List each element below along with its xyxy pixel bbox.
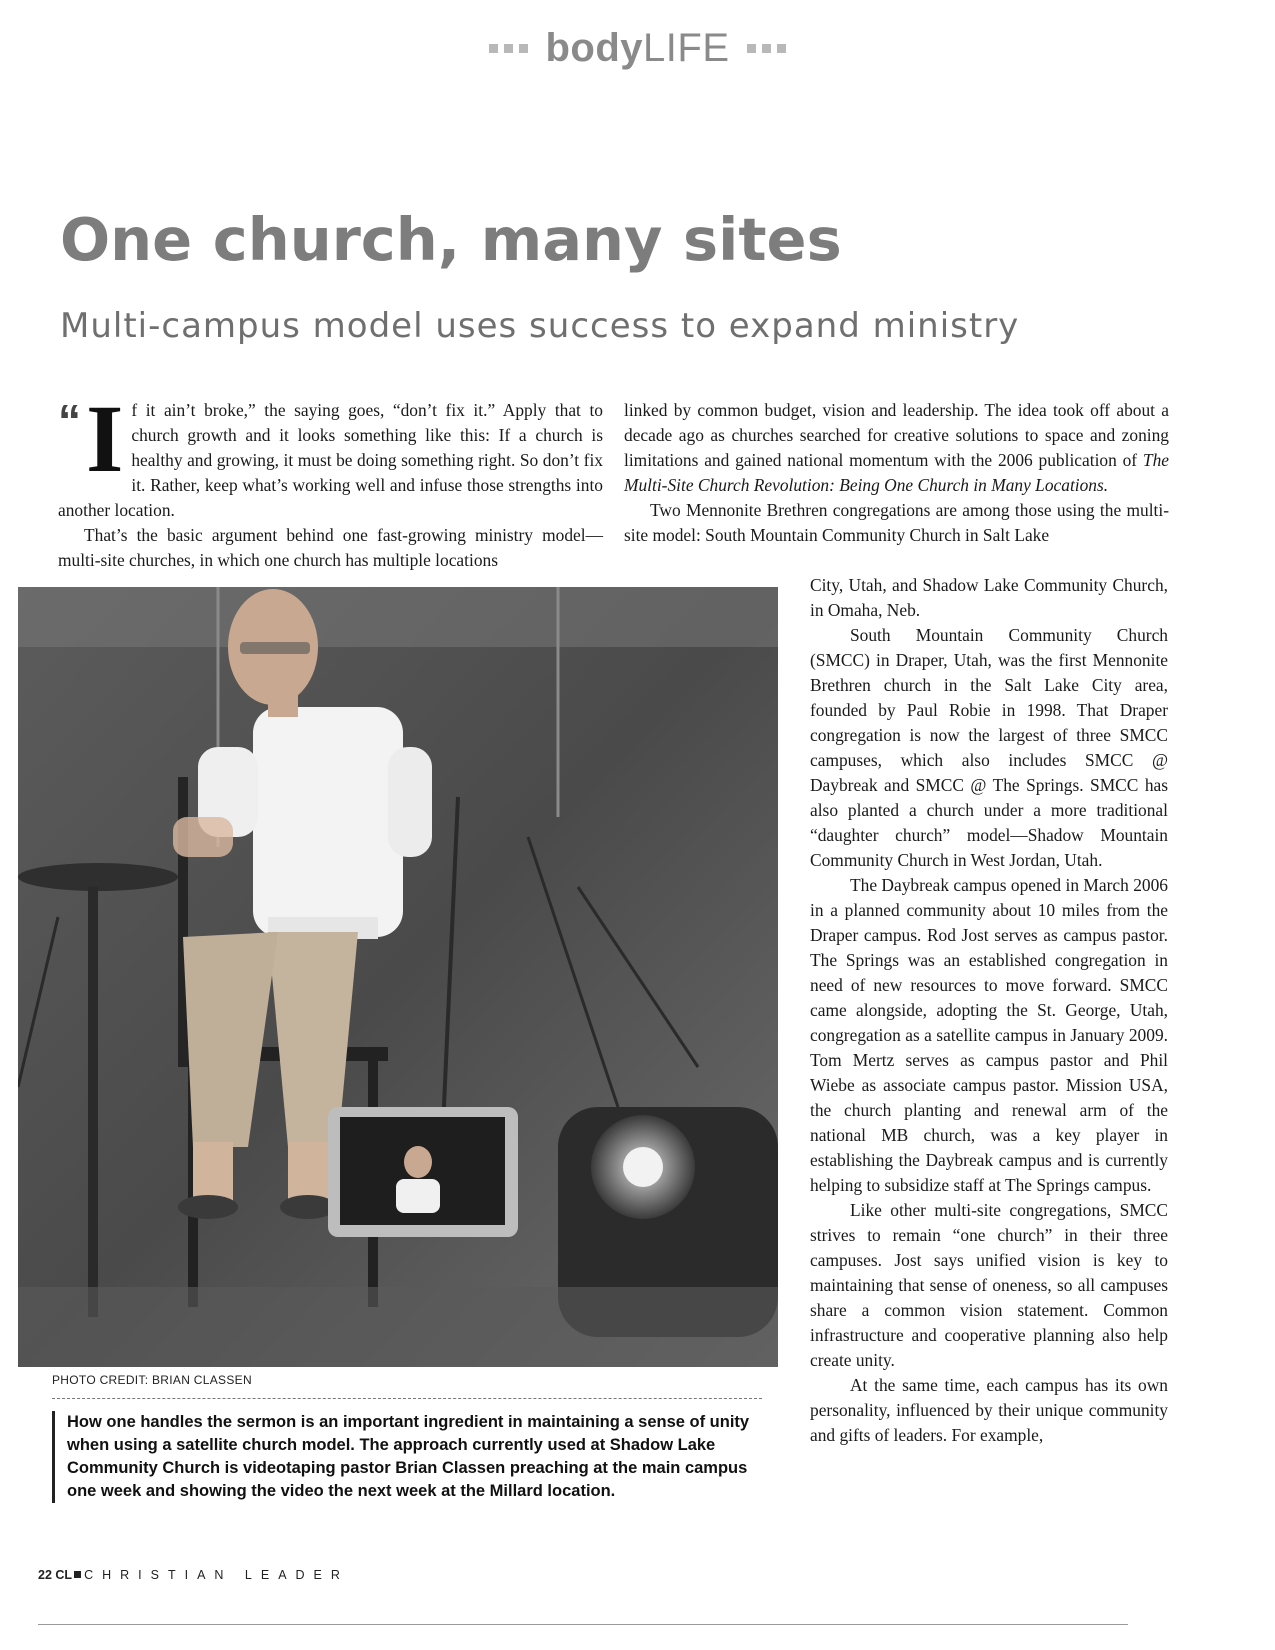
- paragraph-6: The Daybreak campus opened in March 2006 in a planned community about 10 miles from the Draper campus. Rod Jost serves as campus pastor. The Springs was an established congregation in need of new resources to move forward. SMCC came alongside, adopting the St. George, Utah, congregation as a satellite campus in January 2009. Tom Mertz serves as campus pastor and Phil Wiebe as associate campus pastor. Mission USA, the church planting and renewal arm of the national MB church, was a key player in establishing the Daybreak campus and is currently helping to subsidize staff at The Springs campus.: [810, 875, 1168, 1195]
- paragraph-4-wide: Two Mennonite Brethren congregations are among those using the multi-site model: South Mountain Community Church in Salt Lake: [624, 500, 1169, 545]
- photo-credit: PHOTO CREDIT: BRIAN CLASSEN: [52, 1373, 252, 1387]
- paragraph-5: South Mountain Community Church (SMCC) in Draper, Utah, was the first Mennonite Brethren church in the Salt Lake City area, founded by Paul Robie in 1998. That Draper congregation is now the largest of three SMCC campuses, which also includes SMCC @ Daybreak and SMCC @ The Springs. SMCC has also planted a church under a more traditional “daughter church” model—Shadow Mountain Community Church in West Jordan, Utah.: [810, 625, 1168, 870]
- column-right-top: [624, 398, 1169, 548]
- photo-caption: How one handles the sermon is an important ingredient in maintaining a sense of unity when using a satellite church model. The approach currently used at Shadow Lake Community Church is videotaping pastor Brian Classen preaching at the main campus one week and showing the video the next week at the Millard location.: [52, 1411, 779, 1503]
- paragraph-1: [58, 385, 603, 523]
- brand-bold: body: [545, 26, 644, 70]
- book-title: The Multi-Site Church Revolution: Being One Church in Many Locations.: [624, 450, 1169, 495]
- paragraph-1-text: f it ain’t broke,” the saying goes, “don’t fix it.” Apply that to church growth and it looks something like this: If a church is healthy and growing, it must be doing something right. So don’t fix it. Rather, keep what’s working well and infuse those strengths into another location.: [58, 400, 603, 520]
- open-quote-mark: “: [58, 395, 78, 447]
- paragraph-8: At the same time, each campus has its own personality, influenced by their unique community and gifts of leaders. For example,: [810, 1375, 1168, 1445]
- magazine-name: CHRISTIAN LEADER: [84, 1568, 349, 1582]
- paragraph-3-text: linked by common budget, vision and leadership. The idea took off about a decade ago as churches searched for creative solutions to space and zoning limitations and gained national momentum with the 2006 publication of: [624, 400, 1169, 470]
- header-dots-left: [486, 40, 531, 58]
- header-dots-right: [744, 40, 789, 58]
- magazine-abbrev: CL: [55, 1568, 73, 1582]
- paragraph-7: Like other multi-site congregations, SMCC strives to remain “one church” in their three campuses. Jost says unified vision is key to maintaining that sense of oneness, so all campuses share a common vision statement. Common infrastructure and cooperative planning also help create unity.: [810, 1200, 1168, 1370]
- page-footer: [38, 1568, 349, 1582]
- brand-light: LIFE: [643, 26, 730, 70]
- paragraph-2: That’s the basic argument behind one fast-growing ministry model—multi-site churches, in which one church has multiple locations: [58, 525, 603, 570]
- paragraph-4-narrow: City, Utah, and Shadow Lake Community Church, in Omaha, Neb.: [810, 575, 1168, 620]
- footer-rule: [38, 1624, 1128, 1625]
- footer-square-icon: [74, 1571, 81, 1578]
- section-header: [0, 26, 1275, 74]
- pastor-photo-illustration: [18, 587, 778, 1367]
- caption-divider: [52, 1398, 762, 1399]
- drop-cap: I: [86, 385, 124, 492]
- article-title: One church, many sites: [60, 205, 842, 274]
- section-brand: [545, 26, 729, 71]
- column-left: [58, 385, 603, 573]
- article-photo: [18, 587, 778, 1367]
- paragraph-3: [624, 398, 1169, 498]
- page-number: 22: [38, 1568, 52, 1582]
- article-subtitle: Multi-campus model uses success to expand ministry: [60, 306, 1020, 346]
- column-right-narrow: [810, 573, 1168, 1448]
